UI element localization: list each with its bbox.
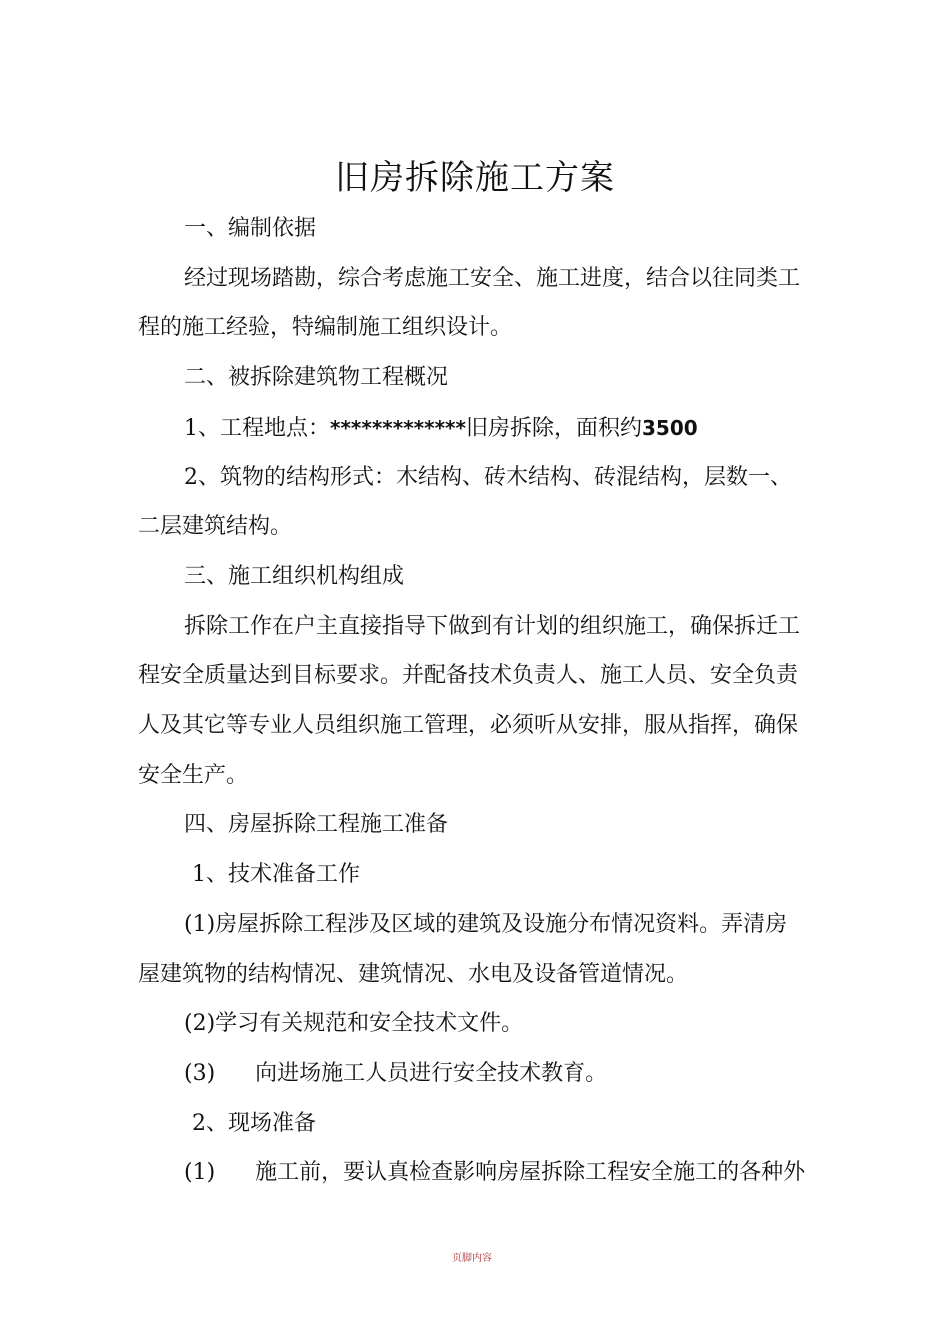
subsection-heading: 1、技术准备工作 (192, 862, 360, 887)
section-heading-3: 三、施工组织机构组成 (184, 564, 405, 589)
section-heading-1: 一、编制依据 (184, 216, 317, 241)
area-value: 3500 (641, 416, 698, 440)
paragraph-line (184, 413, 698, 444)
paragraph-line: 经过现场踏勘，综合考虑施工安全、施工进度，结合以往同类工 (184, 266, 801, 291)
paragraph-line: 人及其它等专业人员组织施工管理，必须听从安排，服从指挥，确保 (138, 713, 799, 738)
paragraph-line: 屋建筑物的结构情况、建筑情况、水电及设备管道情况。 (138, 962, 689, 987)
item-text: 向进场施工人员进行安全技术教育。 (255, 1061, 608, 1086)
paragraph-line: 程安全质量达到目标要求。并配备技术负责人、施工人员、安全负责 (138, 663, 799, 688)
document-title: 旧房拆除施工方案 (335, 158, 615, 198)
paragraph-line (184, 1059, 607, 1089)
paragraph-line: 二层建筑结构。 (138, 514, 293, 539)
paragraph-line: 安全生产。 (138, 763, 249, 788)
paragraph-line: 程的施工经验，特编制施工组织设计。 (138, 315, 513, 340)
item-text: 施工前，要认真检查影响房屋拆除工程安全施工的各种外 (255, 1160, 806, 1185)
paragraph-line: 拆除工作在户主直接指导下做到有计划的组织施工，确保拆迁工 (184, 614, 801, 639)
subsection-heading: 2、现场准备 (192, 1111, 316, 1136)
paragraph-line: 2、筑物的结构形式：木结构、砖木结构、砖混结构，层数一、 (184, 465, 792, 490)
section-heading-4: 四、房屋拆除工程施工准备 (184, 812, 449, 837)
paragraph-line (184, 1158, 805, 1188)
section-heading-2: 二、被拆除建筑物工程概况 (184, 365, 449, 390)
item-number: (1) (184, 1160, 216, 1185)
location-label: 1、工程地点： (184, 416, 330, 441)
paragraph-line: (2)学习有关规范和安全技术文件。 (184, 1011, 524, 1036)
paragraph-line: (1)房屋拆除工程涉及区域的建筑及设施分布情况资料。弄清房 (184, 912, 788, 937)
location-redacted: ************* (330, 416, 466, 440)
location-text: 旧房拆除，面积约 (465, 416, 642, 441)
item-number: (3) (184, 1061, 216, 1086)
page-footer: 页脚内容 (452, 1253, 492, 1264)
